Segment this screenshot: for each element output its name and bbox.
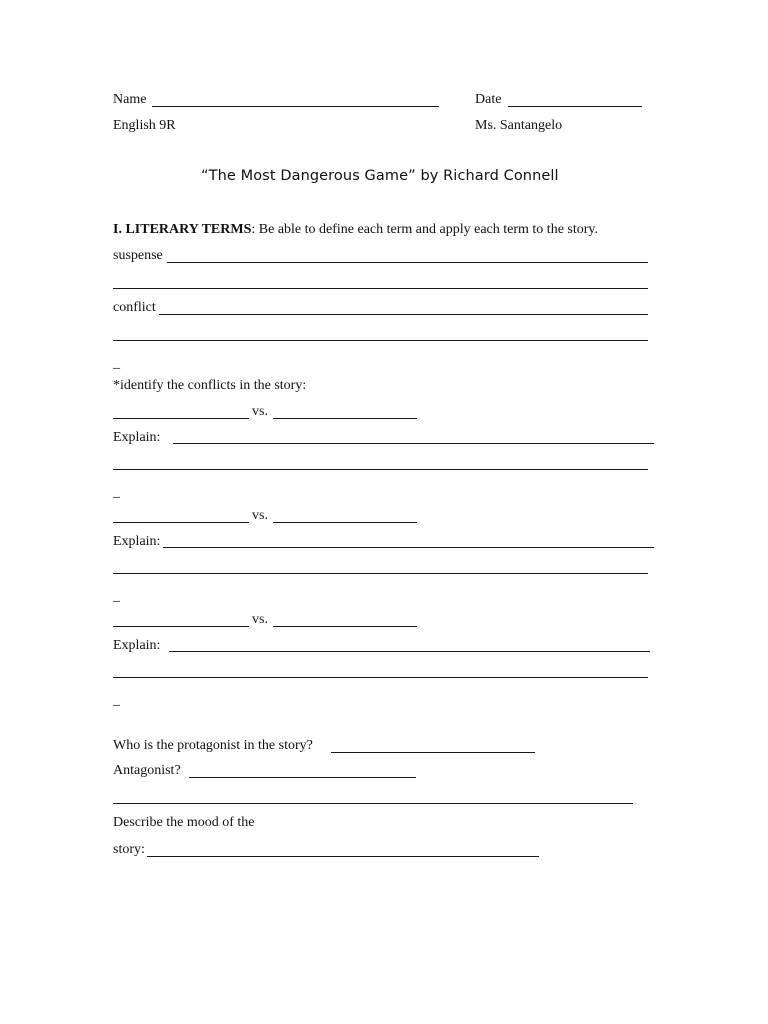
- mood-story-label: story:: [113, 842, 145, 857]
- conflict-1-side-b-blank[interactable]: [273, 418, 417, 419]
- conflict-3-side-a-blank[interactable]: [113, 626, 249, 627]
- trailing-underscore: _: [113, 356, 120, 371]
- date-blank[interactable]: [508, 106, 642, 107]
- mood-question: Describe the mood of the: [113, 815, 255, 830]
- conflict-blank-2[interactable]: [113, 340, 648, 341]
- explain-1-blank[interactable]: [173, 443, 654, 444]
- explain-label: Explain:: [113, 534, 161, 549]
- name-blank[interactable]: [152, 106, 439, 107]
- suspense-blank-2[interactable]: [113, 288, 648, 289]
- explain-2-blank[interactable]: [163, 547, 654, 548]
- conflict-1-side-a-blank[interactable]: [113, 418, 249, 419]
- section-heading: I. LITERARY TERMS: [113, 222, 252, 237]
- conflict-3-side-b-blank[interactable]: [273, 626, 417, 627]
- section-heading-line: [113, 221, 598, 239]
- conflict-2-side-b-blank[interactable]: [273, 522, 417, 523]
- suspense-blank[interactable]: [167, 262, 648, 263]
- mood-blank[interactable]: [147, 856, 539, 857]
- name-label: Name: [113, 92, 147, 107]
- vs-label: vs.: [252, 612, 268, 627]
- trailing-underscore: _: [113, 589, 120, 604]
- explain-3-blank[interactable]: [169, 651, 650, 652]
- trailing-underscore: _: [113, 693, 120, 708]
- identify-conflicts-prompt: *identify the conflicts in the story:: [113, 378, 307, 393]
- term-suspense: suspense: [113, 248, 163, 263]
- teacher-name: Ms. Santangelo: [475, 118, 563, 133]
- term-conflict: conflict: [113, 300, 156, 315]
- explain-label: Explain:: [113, 638, 161, 653]
- explain-label: Explain:: [113, 430, 161, 445]
- explain-2-blank-2[interactable]: [113, 573, 648, 574]
- antagonist-blank[interactable]: [189, 777, 416, 778]
- vs-label: vs.: [252, 404, 268, 419]
- vs-label: vs.: [252, 508, 268, 523]
- explain-1-blank-2[interactable]: [113, 469, 648, 470]
- antagonist-blank-2[interactable]: [113, 803, 633, 804]
- protagonist-question: Who is the protagonist in the story?: [113, 738, 313, 753]
- conflict-2-side-a-blank[interactable]: [113, 522, 249, 523]
- section-instructions: : Be able to define each term and apply each term to the story.: [251, 222, 598, 237]
- conflict-blank[interactable]: [159, 314, 648, 315]
- page-title: “The Most Dangerous Game” by Richard Connell: [201, 168, 559, 184]
- antagonist-question: Antagonist?: [113, 763, 181, 778]
- date-label: Date: [475, 92, 502, 107]
- explain-3-blank-2[interactable]: [113, 677, 648, 678]
- class-label: English 9R: [113, 118, 176, 133]
- protagonist-blank[interactable]: [331, 752, 535, 753]
- trailing-underscore: _: [113, 485, 120, 500]
